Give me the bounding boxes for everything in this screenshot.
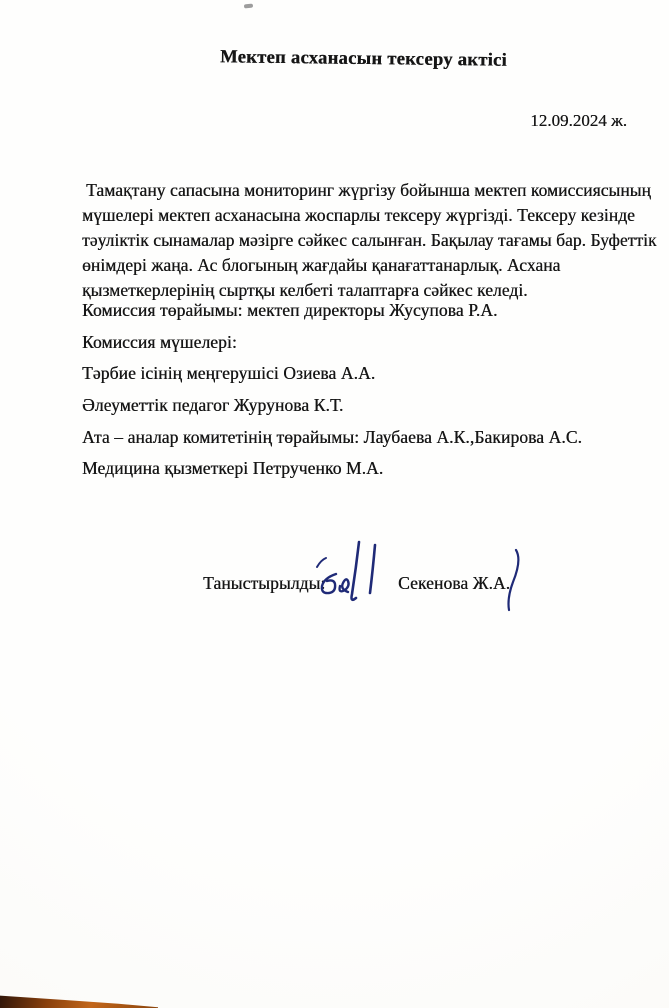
paragraph-line: қызметкерлерінің сыртқы келбеті талаптарға сәйкес келеді. bbox=[82, 280, 528, 300]
scan-artifact-mark bbox=[244, 4, 253, 9]
commission-member-line: Тәрбие ісінің меңгерушісі Озиева А.А. bbox=[82, 363, 376, 383]
commission-member-line: Ата – аналар комитетінің төрайымы: Лаубаева А.К.,Бакирова А.С. bbox=[82, 427, 582, 447]
pen-stroke bbox=[500, 548, 524, 612]
paragraph-line: өнімдері жаңа. Ас блогының жағдайы қанағаттанарлық. Асхана bbox=[82, 255, 561, 275]
commission-member-line: Әлеуметтік педагог Журунова К.Т. bbox=[82, 395, 344, 415]
body-paragraph bbox=[82, 178, 657, 303]
document-date: 12.09.2024 ж. bbox=[530, 111, 627, 130]
commission-chair-line: Комиссия төрайымы: мектеп директоры Жусупова Р.А. bbox=[82, 300, 498, 320]
paragraph-line: тәуліктік сынамалар мәзірге сәйкес салынған. Бақылау тағамы бар. Буфеттік bbox=[82, 230, 657, 250]
handwritten-signature bbox=[312, 536, 402, 616]
acknowledgement-name: Секенова Ж.А. bbox=[398, 573, 511, 593]
paragraph-line: Тамақтану сапасына мониторинг жүргізу бойынша мектеп комиссиясының bbox=[86, 180, 651, 200]
commission-member-line: Медицина қызметкері Петрученко М.А. bbox=[82, 458, 384, 478]
acknowledgement-label: Таныстырылды: bbox=[203, 573, 326, 593]
paragraph-line: мүшелері мектеп асханасына жоспарлы тексеру жүргізді. Тексеру кезінде bbox=[82, 205, 635, 225]
document-title: Мектеп асханасын тексеру актісі bbox=[219, 47, 508, 71]
commission-members-label: Комиссия мүшелері: bbox=[82, 332, 237, 352]
scan-corner-artifact bbox=[0, 994, 158, 1008]
